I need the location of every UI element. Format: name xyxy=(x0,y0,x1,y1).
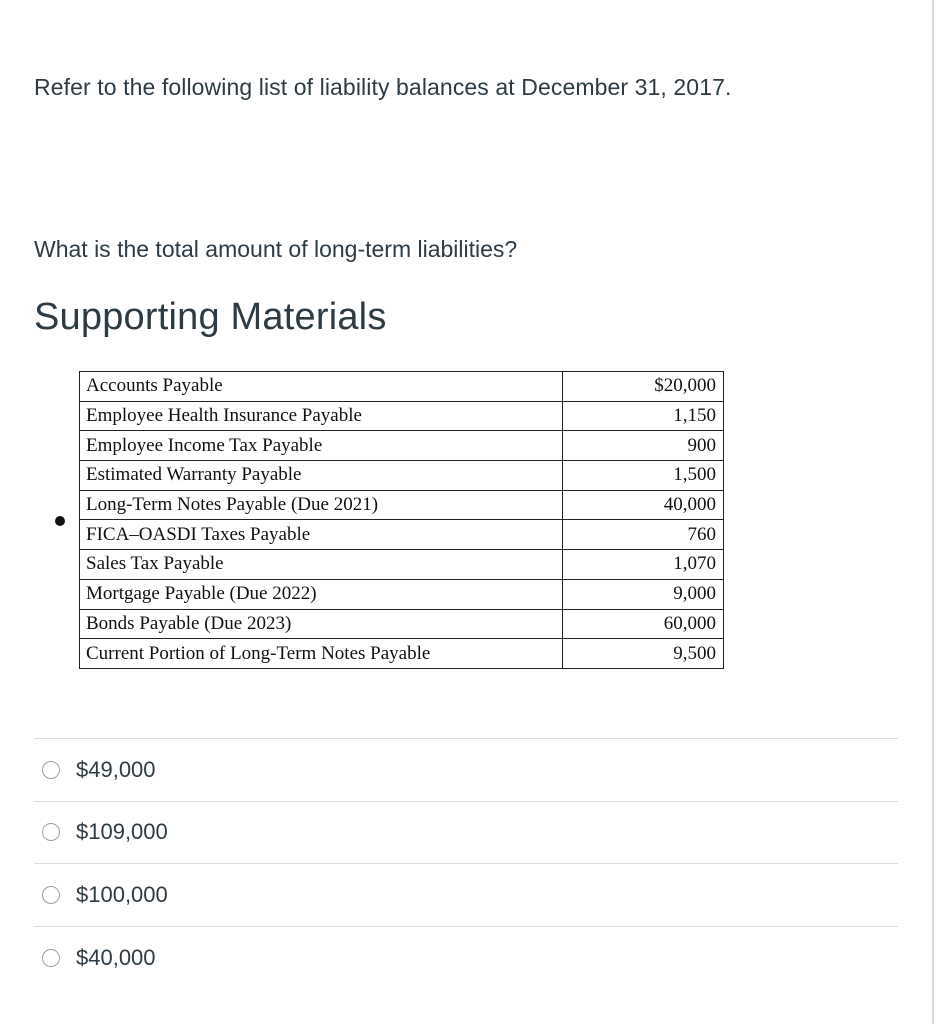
liability-amount: 60,000 xyxy=(563,609,724,639)
liability-name: Current Portion of Long-Term Notes Payable xyxy=(80,639,563,669)
table-row xyxy=(80,579,724,609)
answer-option-40000[interactable] xyxy=(34,927,898,990)
table-row xyxy=(80,431,724,461)
answer-option-100000[interactable] xyxy=(34,864,898,927)
answer-label[interactable]: $40,000 xyxy=(76,944,156,970)
liability-name: Sales Tax Payable xyxy=(80,550,563,580)
question-prompt: What is the total amount of long-term liabilities? xyxy=(34,236,518,262)
liability-amount: 1,500 xyxy=(563,461,724,491)
radio-button[interactable] xyxy=(42,949,60,967)
table-row xyxy=(80,490,724,520)
radio-button[interactable] xyxy=(42,886,60,904)
liability-name: FICA–OASDI Taxes Payable xyxy=(80,520,563,550)
liability-amount: 900 xyxy=(563,431,724,461)
liability-name: Employee Income Tax Payable xyxy=(80,431,563,461)
liability-amount: 40,000 xyxy=(563,490,724,520)
liability-name: Employee Health Insurance Payable xyxy=(80,401,563,431)
liability-balances-table xyxy=(79,371,724,669)
answer-option-49000[interactable] xyxy=(34,739,898,802)
answer-label[interactable]: $109,000 xyxy=(76,819,168,845)
table-row xyxy=(80,461,724,491)
radio-button[interactable] xyxy=(42,761,60,779)
liability-name: Mortgage Payable (Due 2022) xyxy=(80,579,563,609)
liability-amount: 760 xyxy=(563,520,724,550)
liability-name: Accounts Payable xyxy=(80,372,563,402)
table-row xyxy=(80,401,724,431)
radio-button[interactable] xyxy=(42,823,60,841)
table-row xyxy=(80,372,724,402)
answer-options xyxy=(34,738,898,989)
list-bullet-icon xyxy=(55,516,65,526)
table-row xyxy=(80,609,724,639)
table-row xyxy=(80,639,724,669)
question-intro: Refer to the following list of liability balances at December 31, 2017. xyxy=(34,74,732,100)
liability-amount: 1,150 xyxy=(563,401,724,431)
liability-name: Long-Term Notes Payable (Due 2021) xyxy=(80,490,563,520)
liability-amount: $20,000 xyxy=(563,372,724,402)
liability-name: Estimated Warranty Payable xyxy=(80,461,563,491)
answer-label[interactable]: $49,000 xyxy=(76,756,156,782)
liability-name: Bonds Payable (Due 2023) xyxy=(80,609,563,639)
table-row xyxy=(80,520,724,550)
answer-option-109000[interactable] xyxy=(34,802,898,865)
answer-label[interactable]: $100,000 xyxy=(76,881,168,907)
supporting-materials-heading: Supporting Materials xyxy=(34,296,387,338)
liability-amount: 9,500 xyxy=(563,639,724,669)
table-row xyxy=(80,550,724,580)
liability-amount: 1,070 xyxy=(563,550,724,580)
liability-amount: 9,000 xyxy=(563,579,724,609)
